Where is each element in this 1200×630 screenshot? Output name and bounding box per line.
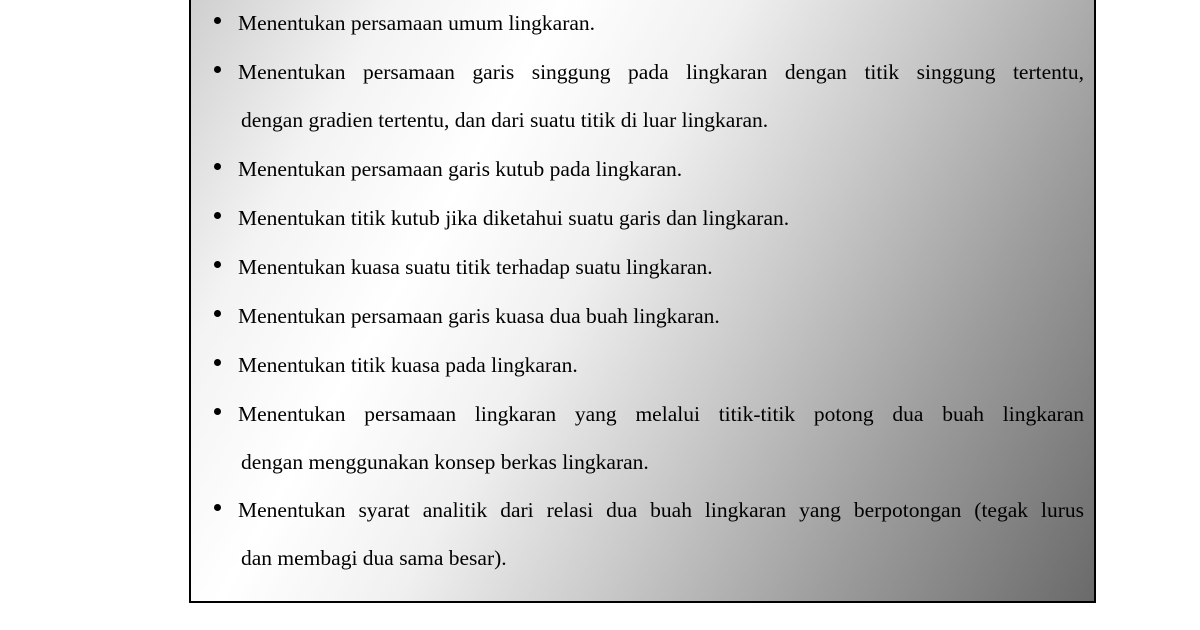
item-text: Menentukan titik kuasa pada lingkaran. [238, 353, 578, 377]
objectives-box [189, 0, 1096, 603]
item-text-continuation: dengan gradien tertentu, dan dari suatu titik di luar lingkaran. [241, 108, 769, 132]
bullet-icon [214, 310, 221, 317]
item-text: Menentukan persamaan umum lingkaran. [238, 11, 596, 35]
bullet-icon [214, 17, 221, 24]
item-text: Menentukan persamaan garis kutub pada lingkaran. [238, 157, 683, 181]
bullet-icon [214, 212, 221, 219]
item-text: Menentukan persamaan lingkaran yang melalui titik-titik potong dua buah lingkaran [238, 402, 1084, 426]
item-text-continuation: dengan menggunakan konsep berkas lingkaran. [241, 450, 649, 474]
item-text: Menentukan kuasa suatu titik terhadap suatu lingkaran. [238, 255, 713, 279]
bullet-icon [214, 163, 221, 170]
item-text: Menentukan persamaan garis kuasa dua buah lingkaran. [238, 304, 720, 328]
item-text: Menentukan titik kutub jika diketahui suatu garis dan lingkaran. [238, 206, 790, 230]
bullet-icon [214, 66, 221, 73]
item-text: Menentukan syarat analitik dari relasi dua buah lingkaran yang berpotongan (tegak lurus [238, 498, 1084, 522]
bullet-icon [214, 261, 221, 268]
item-text: Menentukan persamaan garis singgung pada lingkaran dengan titik singgung tertentu, [238, 60, 1084, 84]
bullet-icon [214, 408, 221, 415]
bullet-icon [214, 359, 221, 366]
item-text-continuation: dan membagi dua sama besar). [241, 546, 507, 570]
bullet-icon [214, 504, 221, 511]
